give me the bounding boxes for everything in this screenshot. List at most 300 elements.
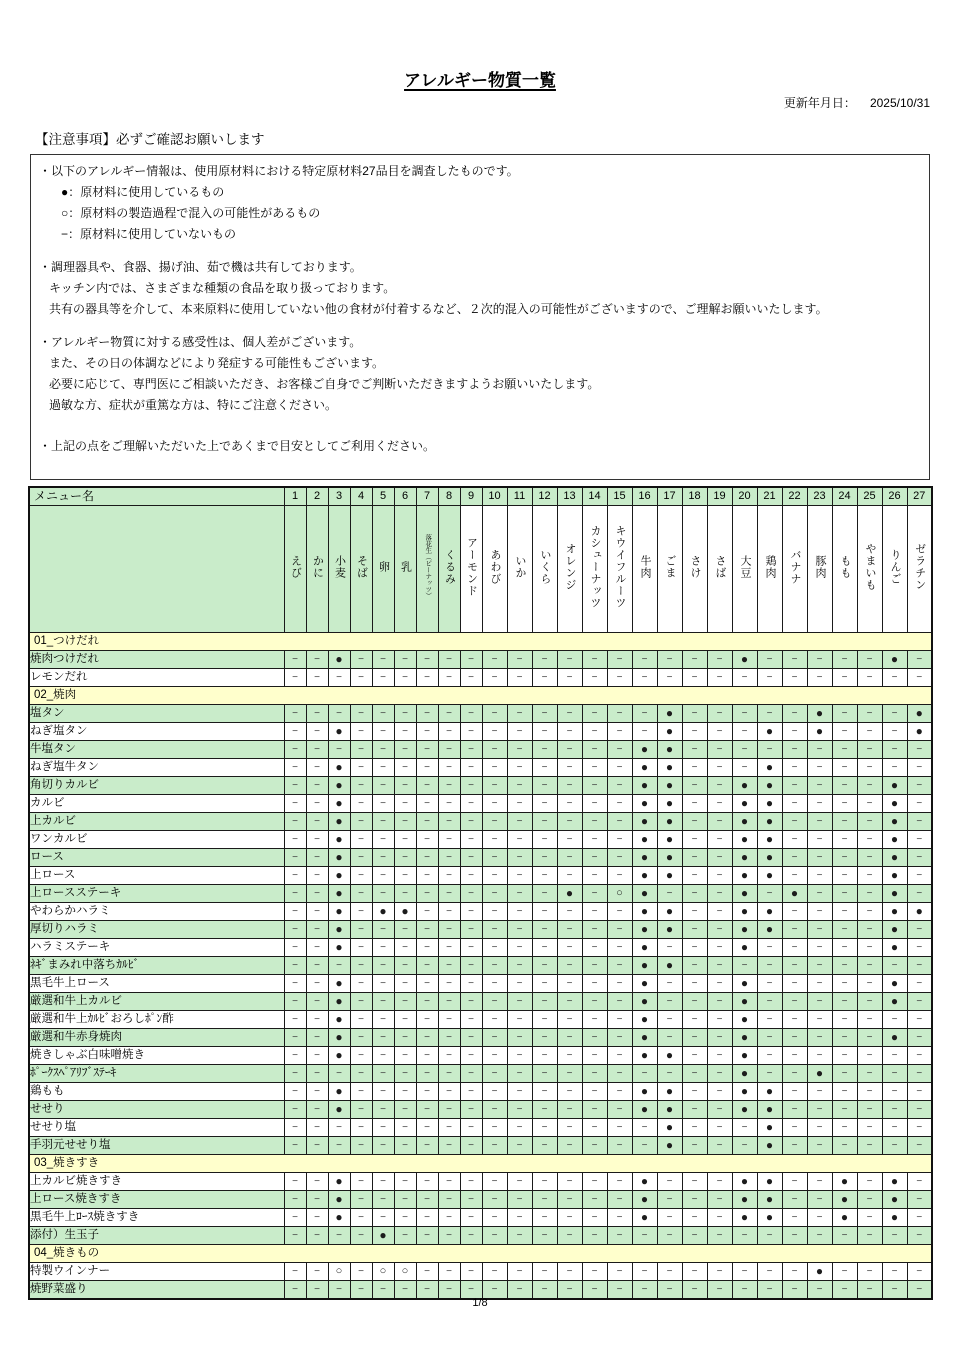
allergen-mark-cell: ● [732,1065,757,1083]
allergen-mark-cell: − [582,1173,607,1191]
allergen-mark-cell: − [507,867,532,885]
allergen-mark-cell: − [482,957,507,975]
allergen-name-text: あわび [489,548,501,585]
allergen-mark-cell: − [284,1029,306,1047]
allergen-mark-cell: − [460,813,482,831]
allergen-mark-cell: − [394,813,416,831]
allergen-mark-cell: − [372,885,394,903]
allergen-mark-cell: − [328,669,350,687]
allergen-mark-cell: − [857,759,882,777]
allergen-name-cell [732,506,757,633]
allergen-mark-cell: ● [328,1209,350,1227]
allergen-mark-cell: − [907,849,932,867]
header-allergen-name-row [29,506,932,633]
allergen-mark-cell: − [807,939,832,957]
allergen-name-cell [350,506,372,633]
allergen-mark-cell: − [532,939,557,957]
allergen-mark-cell: ● [372,1227,394,1245]
allergen-mark-cell: ● [328,921,350,939]
allergen-mark-cell: − [657,1065,682,1083]
allergen-mark-cell: − [807,1173,832,1191]
allergen-mark-cell: − [557,741,582,759]
allergen-mark-cell: − [682,741,707,759]
allergen-mark-cell: − [707,921,732,939]
allergen-mark-cell: ● [328,939,350,957]
updated-date-line [784,94,930,111]
menu-item-name: 厳選和牛上カルビ [29,993,284,1011]
allergen-mark-cell: − [757,939,782,957]
allergen-number-cell: 6 [394,487,416,506]
allergen-mark-cell: − [707,795,732,813]
allergen-mark-cell: − [682,939,707,957]
allergen-mark-cell: − [372,1047,394,1065]
allergen-mark-cell: − [507,723,532,741]
allergen-mark-cell: − [416,957,438,975]
allergen-mark-cell: − [482,669,507,687]
allergen-mark-cell: − [394,831,416,849]
allergen-mark-cell: − [306,975,328,993]
allergen-mark-cell: − [372,1191,394,1209]
menu-item-row [29,1029,932,1047]
allergen-mark-cell: − [507,1191,532,1209]
notice-line: ・アレルギー物質に対する感受性は、個人差がございます。 [39,335,362,349]
allergen-mark-cell: − [557,993,582,1011]
allergen-mark-cell: − [707,903,732,921]
allergen-mark-cell: − [782,669,807,687]
menu-item-row [29,1083,932,1101]
allergen-mark-cell: − [657,1281,682,1300]
allergen-mark-cell: − [306,1083,328,1101]
menu-name-header-spacer [29,506,284,633]
allergen-mark-cell: − [607,651,632,669]
allergen-mark-cell: − [582,795,607,813]
allergen-mark-cell: − [438,867,460,885]
allergen-mark-cell: ● [328,777,350,795]
allergen-mark-cell: − [757,885,782,903]
allergen-mark-cell: − [507,777,532,795]
allergen-mark-cell: − [657,1011,682,1029]
allergen-mark-cell: − [460,1191,482,1209]
allergen-mark-cell: − [416,1173,438,1191]
allergen-number-cell: 1 [284,487,306,506]
allergen-mark-cell: − [607,1191,632,1209]
allergen-mark-cell: ● [372,903,394,921]
allergen-mark-cell: ● [328,1047,350,1065]
allergen-mark-cell: − [857,1227,882,1245]
menu-item-name: ハラミステーキ [29,939,284,957]
allergen-mark-cell: − [482,1209,507,1227]
allergen-mark-cell: − [682,885,707,903]
allergen-number-cell: 25 [857,487,882,506]
allergen-mark-cell: − [460,1011,482,1029]
allergen-mark-cell: − [507,849,532,867]
allergen-mark-cell: − [682,975,707,993]
menu-item-name: 上ロース焼きすき [29,1191,284,1209]
allergen-number-cell: 24 [832,487,857,506]
allergen-mark-cell: − [907,921,932,939]
allergen-mark-cell: ● [757,1209,782,1227]
allergen-mark-cell: − [350,849,372,867]
allergen-mark-cell: ● [657,1083,682,1101]
allergen-mark-cell: − [350,957,372,975]
allergen-mark-cell: − [438,1137,460,1155]
menu-item-row [29,867,932,885]
notice-line: また、その日の体調などにより発症する可能性もございます。 [49,356,385,370]
allergen-mark-cell: − [807,1047,832,1065]
notice-line: 過敏な方、症状が重篤な方は、特にご注意ください。 [49,398,338,412]
table-head [29,487,932,633]
allergen-mark-cell: − [607,1227,632,1245]
allergen-mark-cell: − [607,795,632,813]
allergen-mark-cell: − [707,1191,732,1209]
allergen-mark-cell: − [372,1137,394,1155]
menu-item-row [29,1119,932,1137]
allergen-mark-cell: − [284,939,306,957]
allergen-mark-cell: − [394,921,416,939]
allergen-mark-cell: − [394,1029,416,1047]
menu-item-name: 手羽元せせり塩 [29,1137,284,1155]
allergen-mark-cell: − [707,723,732,741]
allergen-number-cell: 9 [460,487,482,506]
allergen-mark-cell: ● [328,993,350,1011]
allergen-mark-cell: − [607,1173,632,1191]
allergen-mark-cell: − [532,1119,557,1137]
allergen-mark-cell: − [757,1029,782,1047]
allergen-mark-cell: ● [657,1101,682,1119]
allergen-mark-cell: − [782,795,807,813]
allergen-mark-cell: − [350,1227,372,1245]
allergen-mark-cell: − [807,1029,832,1047]
allergen-mark-cell: ● [757,777,782,795]
allergen-mark-cell: − [682,1011,707,1029]
allergen-mark-cell: − [306,1263,328,1281]
allergen-mark-cell: − [350,813,372,831]
allergen-mark-cell: − [394,1281,416,1300]
allergen-mark-cell: − [607,1263,632,1281]
allergen-mark-cell: − [460,867,482,885]
allergen-mark-cell: − [507,885,532,903]
allergen-mark-cell: − [707,1209,732,1227]
allergen-mark-cell: − [582,1101,607,1119]
allergen-mark-cell: − [707,1029,732,1047]
allergen-mark-cell: − [807,1227,832,1245]
allergen-mark-cell: − [372,939,394,957]
allergen-mark-cell: − [807,903,832,921]
allergen-mark-cell: − [682,1209,707,1227]
allergen-mark-cell: ● [632,1083,657,1101]
allergen-number-cell: 22 [782,487,807,506]
allergen-mark-cell: − [657,1173,682,1191]
allergen-mark-cell: − [460,849,482,867]
allergen-mark-cell: − [782,1263,807,1281]
allergen-mark-cell: − [438,1101,460,1119]
allergen-mark-cell: − [907,1263,932,1281]
allergen-mark-cell: − [657,669,682,687]
allergen-mark-cell: ● [757,1191,782,1209]
allergen-mark-cell: − [782,831,807,849]
allergen-mark-cell: − [632,669,657,687]
allergen-number-cell: 12 [532,487,557,506]
allergen-mark-cell: − [907,1281,932,1300]
allergen-mark-cell: − [438,1083,460,1101]
allergen-mark-cell: − [582,705,607,723]
allergen-mark-cell: − [657,885,682,903]
category-label: 04_焼きもの [29,1245,932,1263]
allergen-mark-cell: − [460,957,482,975]
allergen-mark-cell: − [328,1281,350,1300]
allergen-name-cell [328,506,350,633]
allergen-mark-cell: ● [328,1029,350,1047]
allergen-mark-cell: − [394,1227,416,1245]
allergen-mark-cell: − [372,1083,394,1101]
allergen-mark-cell: − [350,1101,372,1119]
allergen-mark-cell: − [607,993,632,1011]
allergen-mark-cell: ● [757,1101,782,1119]
allergen-mark-cell: − [532,1065,557,1083]
menu-item-row [29,723,932,741]
allergen-mark-cell: − [682,993,707,1011]
allergen-mark-cell: − [907,759,932,777]
allergen-mark-cell: − [807,813,832,831]
allergen-mark-cell: − [416,813,438,831]
allergen-mark-cell: ● [907,723,932,741]
allergen-mark-cell: − [607,1011,632,1029]
allergen-mark-cell: ● [832,1173,857,1191]
allergen-mark-cell: − [306,1137,328,1155]
allergen-mark-cell: − [832,957,857,975]
allergen-mark-cell: ● [657,867,682,885]
allergen-mark-cell: − [482,1281,507,1300]
allergen-mark-cell: − [682,669,707,687]
allergen-mark-cell: − [732,1137,757,1155]
menu-item-name: やわらかハラミ [29,903,284,921]
allergen-mark-cell: − [482,831,507,849]
allergen-mark-cell: ● [732,1083,757,1101]
allergen-mark-cell: ● [757,795,782,813]
allergen-mark-cell: ● [657,903,682,921]
allergen-name-text: バナナ [789,548,801,585]
allergen-mark-cell: − [832,1083,857,1101]
menu-item-name: 厳選和牛赤身焼肉 [29,1029,284,1047]
allergen-mark-cell: − [557,669,582,687]
allergen-mark-cell: ● [657,1047,682,1065]
allergen-mark-cell: − [372,921,394,939]
menu-item-name: ワンカルビ [29,831,284,849]
allergen-mark-cell: ● [832,1191,857,1209]
allergen-mark-cell: − [707,1065,732,1083]
allergen-mark-cell: ● [657,813,682,831]
allergen-mark-cell: − [416,777,438,795]
allergen-mark-cell: − [607,813,632,831]
allergen-mark-cell: − [882,957,907,975]
allergen-mark-cell: − [907,1065,932,1083]
allergen-mark-cell: − [416,993,438,1011]
allergen-mark-cell: − [438,1281,460,1300]
allergen-mark-cell: − [328,741,350,759]
allergen-mark-cell: − [557,723,582,741]
menu-item-name: 添付）生玉子 [29,1227,284,1245]
allergen-mark-cell: − [284,975,306,993]
allergen-mark-cell: ● [882,975,907,993]
allergen-mark-cell: − [682,723,707,741]
allergen-number-cell: 8 [438,487,460,506]
allergen-mark-cell: − [284,1011,306,1029]
legend-line: ○：原材料の製造過程で混入の可能性があるもの [61,206,321,220]
allergen-mark-cell: − [682,1101,707,1119]
menu-item-row [29,1263,932,1281]
allergen-mark-cell: − [482,723,507,741]
allergen-mark-cell: − [482,849,507,867]
allergen-mark-cell: − [582,1191,607,1209]
allergen-name-text: 卵 [377,561,390,573]
allergen-mark-cell: − [350,1173,372,1191]
allergen-mark-cell: − [832,993,857,1011]
allergen-mark-cell: ● [657,705,682,723]
allergen-mark-cell: ● [632,885,657,903]
allergen-mark-cell: − [707,1137,732,1155]
allergen-mark-cell: − [416,939,438,957]
allergen-mark-cell: − [482,651,507,669]
allergen-mark-cell: − [394,795,416,813]
allergen-mark-cell: − [657,1227,682,1245]
allergen-mark-cell: − [394,957,416,975]
allergen-mark-cell: − [284,831,306,849]
updated-date-label: 更新年月日： [783,96,856,110]
allergen-mark-cell: − [438,975,460,993]
allergen-mark-cell: − [284,795,306,813]
allergen-mark-cell: − [394,669,416,687]
allergen-mark-cell: − [350,885,372,903]
allergen-mark-cell: − [350,921,372,939]
allergen-mark-cell: ● [328,1083,350,1101]
allergen-number-cell: 16 [632,487,657,506]
allergen-mark-cell: − [882,1281,907,1300]
allergen-mark-cell: − [682,1047,707,1065]
allergen-mark-cell: − [350,1119,372,1137]
allergen-mark-cell: − [582,651,607,669]
allergen-mark-cell: − [607,1281,632,1300]
allergen-mark-cell: − [782,957,807,975]
menu-item-row [29,921,932,939]
allergen-mark-cell: ● [732,1011,757,1029]
allergen-mark-cell: − [782,1209,807,1227]
allergen-mark-cell: − [482,1137,507,1155]
allergen-mark-cell: − [607,921,632,939]
allergen-mark-cell: − [657,1029,682,1047]
allergen-mark-cell: ● [657,957,682,975]
allergen-number-cell: 7 [416,487,438,506]
menu-item-row [29,885,932,903]
allergen-mark-cell: ● [882,993,907,1011]
allergen-mark-cell: − [394,651,416,669]
notice-line: ・調理器具や、食器、揚げ油、茹で機は共有しております。 [39,260,362,274]
allergen-mark-cell: − [832,795,857,813]
allergen-mark-cell: − [832,705,857,723]
allergen-mark-cell: ● [328,795,350,813]
allergen-mark-cell: − [857,1101,882,1119]
allergen-mark-cell: ● [632,921,657,939]
allergen-name-text: 乳 [399,561,412,573]
allergen-mark-cell: − [507,669,532,687]
allergen-mark-cell: ● [328,1191,350,1209]
category-row [29,1155,932,1173]
allergen-mark-cell: − [482,939,507,957]
allergen-mark-cell: − [328,705,350,723]
allergen-mark-cell: − [372,1065,394,1083]
allergen-mark-cell: − [394,975,416,993]
allergen-mark-cell: − [582,849,607,867]
allergen-mark-cell: − [682,651,707,669]
allergen-mark-cell: − [732,669,757,687]
notice-paragraph [39,332,921,416]
allergen-mark-cell: − [707,1011,732,1029]
allergen-mark-cell: − [438,1209,460,1227]
allergen-mark-cell: − [372,759,394,777]
menu-item-name: 焼野菜盛り [29,1281,284,1300]
allergen-mark-cell: − [394,1209,416,1227]
allergen-mark-cell: − [532,777,557,795]
allergen-name-text: 鶏肉 [764,554,776,579]
allergen-mark-cell: − [682,831,707,849]
menu-item-name: ﾎﾟｰｸｽﾍﾟｱﾘﾌﾞｽﾃｰｷ [29,1065,284,1083]
allergen-name-cell [372,506,394,633]
allergen-mark-cell: − [416,1227,438,1245]
allergen-mark-cell: − [284,1263,306,1281]
allergen-mark-cell: ● [632,903,657,921]
allergen-mark-cell: − [757,669,782,687]
allergen-mark-cell: − [807,1191,832,1209]
category-row [29,687,932,705]
allergen-mark-cell: − [682,1119,707,1137]
allergen-mark-cell: − [306,1209,328,1227]
allergen-mark-cell: − [757,1281,782,1300]
allergen-mark-cell: − [460,723,482,741]
allergen-mark-cell: − [372,957,394,975]
allergen-mark-cell: − [707,651,732,669]
allergen-mark-cell: − [907,1047,932,1065]
menu-item-row [29,795,932,813]
allergen-mark-cell: − [507,1101,532,1119]
allergen-mark-cell: ● [328,723,350,741]
allergen-mark-cell: ● [732,867,757,885]
allergen-mark-cell: − [557,1119,582,1137]
allergen-name-cell [284,506,306,633]
allergen-mark-cell: − [532,669,557,687]
menu-item-name: 上ロース [29,867,284,885]
allergen-mark-cell: − [732,957,757,975]
menu-item-row [29,849,932,867]
allergen-mark-cell: − [306,705,328,723]
allergen-mark-cell: − [306,723,328,741]
menu-item-row [29,1173,932,1191]
allergen-mark-cell: − [416,1029,438,1047]
allergen-mark-cell: − [907,669,932,687]
allergen-mark-cell: − [482,705,507,723]
allergen-mark-cell: − [682,957,707,975]
allergen-mark-cell: − [416,651,438,669]
allergen-mark-cell: − [857,1047,882,1065]
allergen-mark-cell: − [807,1209,832,1227]
allergen-mark-cell: − [757,993,782,1011]
allergen-number-cell: 4 [350,487,372,506]
allergen-mark-cell: − [882,1119,907,1137]
allergen-mark-cell: − [807,1137,832,1155]
allergen-mark-cell: − [394,1191,416,1209]
allergen-mark-cell: − [284,1101,306,1119]
allergen-mark-cell: − [607,1083,632,1101]
allergen-mark-cell: − [582,1209,607,1227]
page-title: アレルギー物質一覧 [404,71,556,90]
